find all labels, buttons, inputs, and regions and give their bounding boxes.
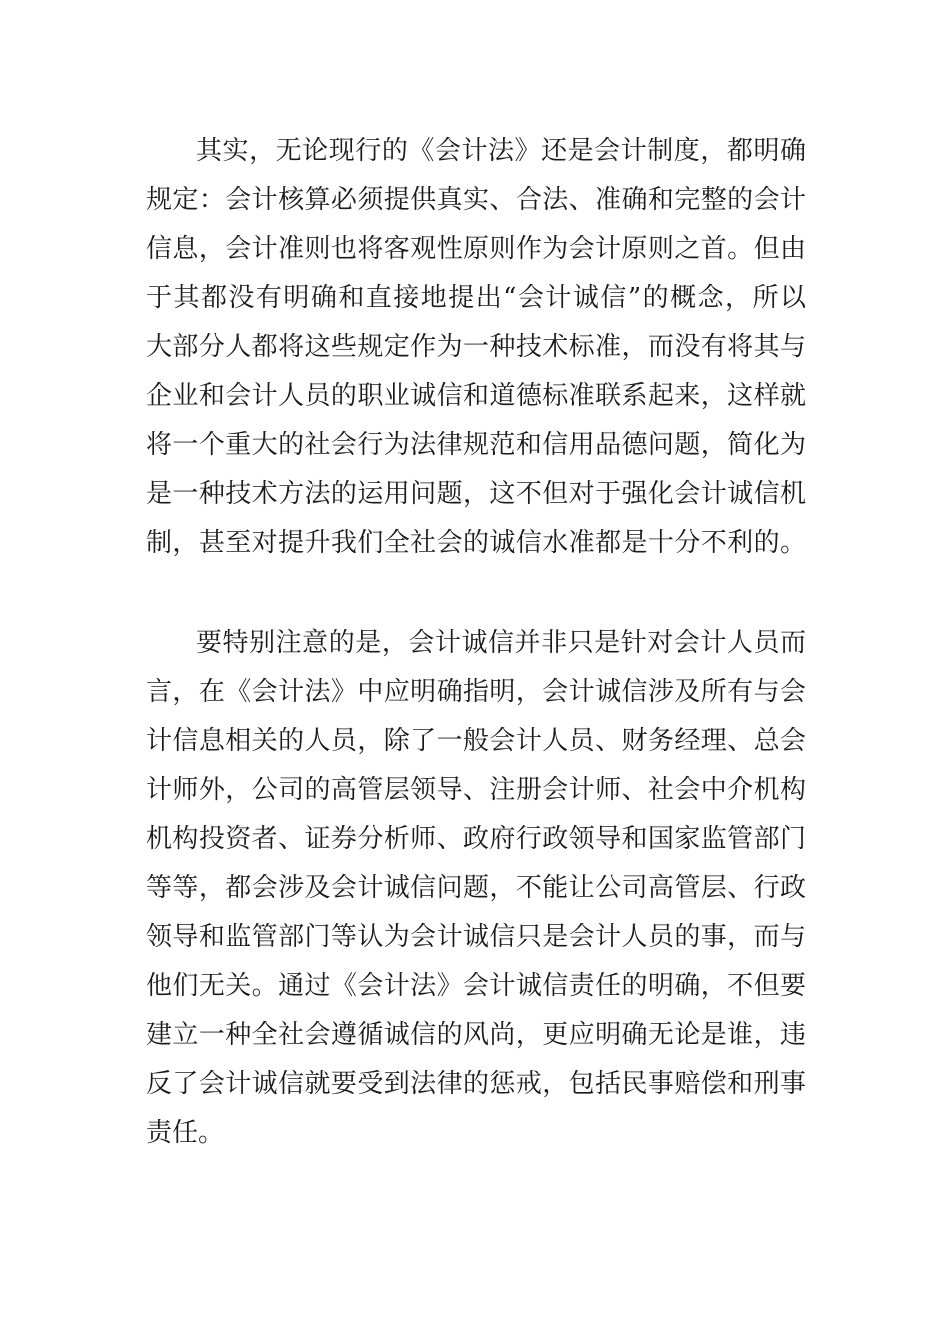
paragraph-line: 于其都没有明确和直接地提出“会计诚信”的概念，所以 bbox=[146, 283, 806, 313]
paragraph-line: 制，甚至对提升我们全社会的诚信水准都是十分不利的。 bbox=[146, 528, 806, 558]
paragraph-line: 建立一种全社会遵循诚信的风尚，更应明确无论是谁，违 bbox=[146, 1020, 806, 1050]
paragraph-line: 大部分人都将这些规定作为一种技术标准，而没有将其与 bbox=[146, 332, 806, 362]
paragraph-line: 要特别注意的是，会计诚信并非只是针对会计人员而 bbox=[196, 628, 806, 658]
paragraph-line: 反了会计诚信就要受到法律的惩戒，包括民事赔偿和刑事 bbox=[146, 1069, 806, 1099]
paragraph-line: 信息，会计准则也将客观性原则作为会计原则之首。但由 bbox=[146, 234, 806, 264]
paragraph-line: 是一种技术方法的运用问题，这不但对于强化会计诚信机 bbox=[146, 479, 806, 509]
paragraph-line: 计师外，公司的高管层领导、注册会计师、社会中介机构 bbox=[146, 775, 806, 805]
paragraph-line: 计信息相关的人员，除了一般会计人员、财务经理、总会 bbox=[146, 726, 806, 756]
paragraph-line: 他们无关。通过《会计法》会计诚信责任的明确，不但要 bbox=[146, 971, 806, 1001]
paragraph-line: 将一个重大的社会行为法律规范和信用品德问题，简化为 bbox=[146, 430, 806, 460]
paragraph-line: 领导和监管部门等认为会计诚信只是会计人员的事，而与 bbox=[146, 922, 806, 952]
paragraph-line: 责任。 bbox=[146, 1118, 225, 1148]
paragraph-line: 言，在《会计法》中应明确指明，会计诚信涉及所有与会 bbox=[146, 677, 806, 707]
paragraph-line: 企业和会计人员的职业诚信和道德标准联系起来，这样就 bbox=[146, 381, 806, 411]
paragraph-line: 其实，无论现行的《会计法》还是会计制度，都明确 bbox=[196, 136, 806, 166]
paragraph-line: 规定：会计核算必须提供真实、合法、准确和完整的会计 bbox=[146, 185, 806, 215]
paragraph-line: 机构投资者、证券分析师、政府行政领导和国家监管部门 bbox=[146, 824, 806, 854]
paragraph-line: 等等，都会涉及会计诚信问题，不能让公司高管层、行政 bbox=[146, 873, 806, 903]
